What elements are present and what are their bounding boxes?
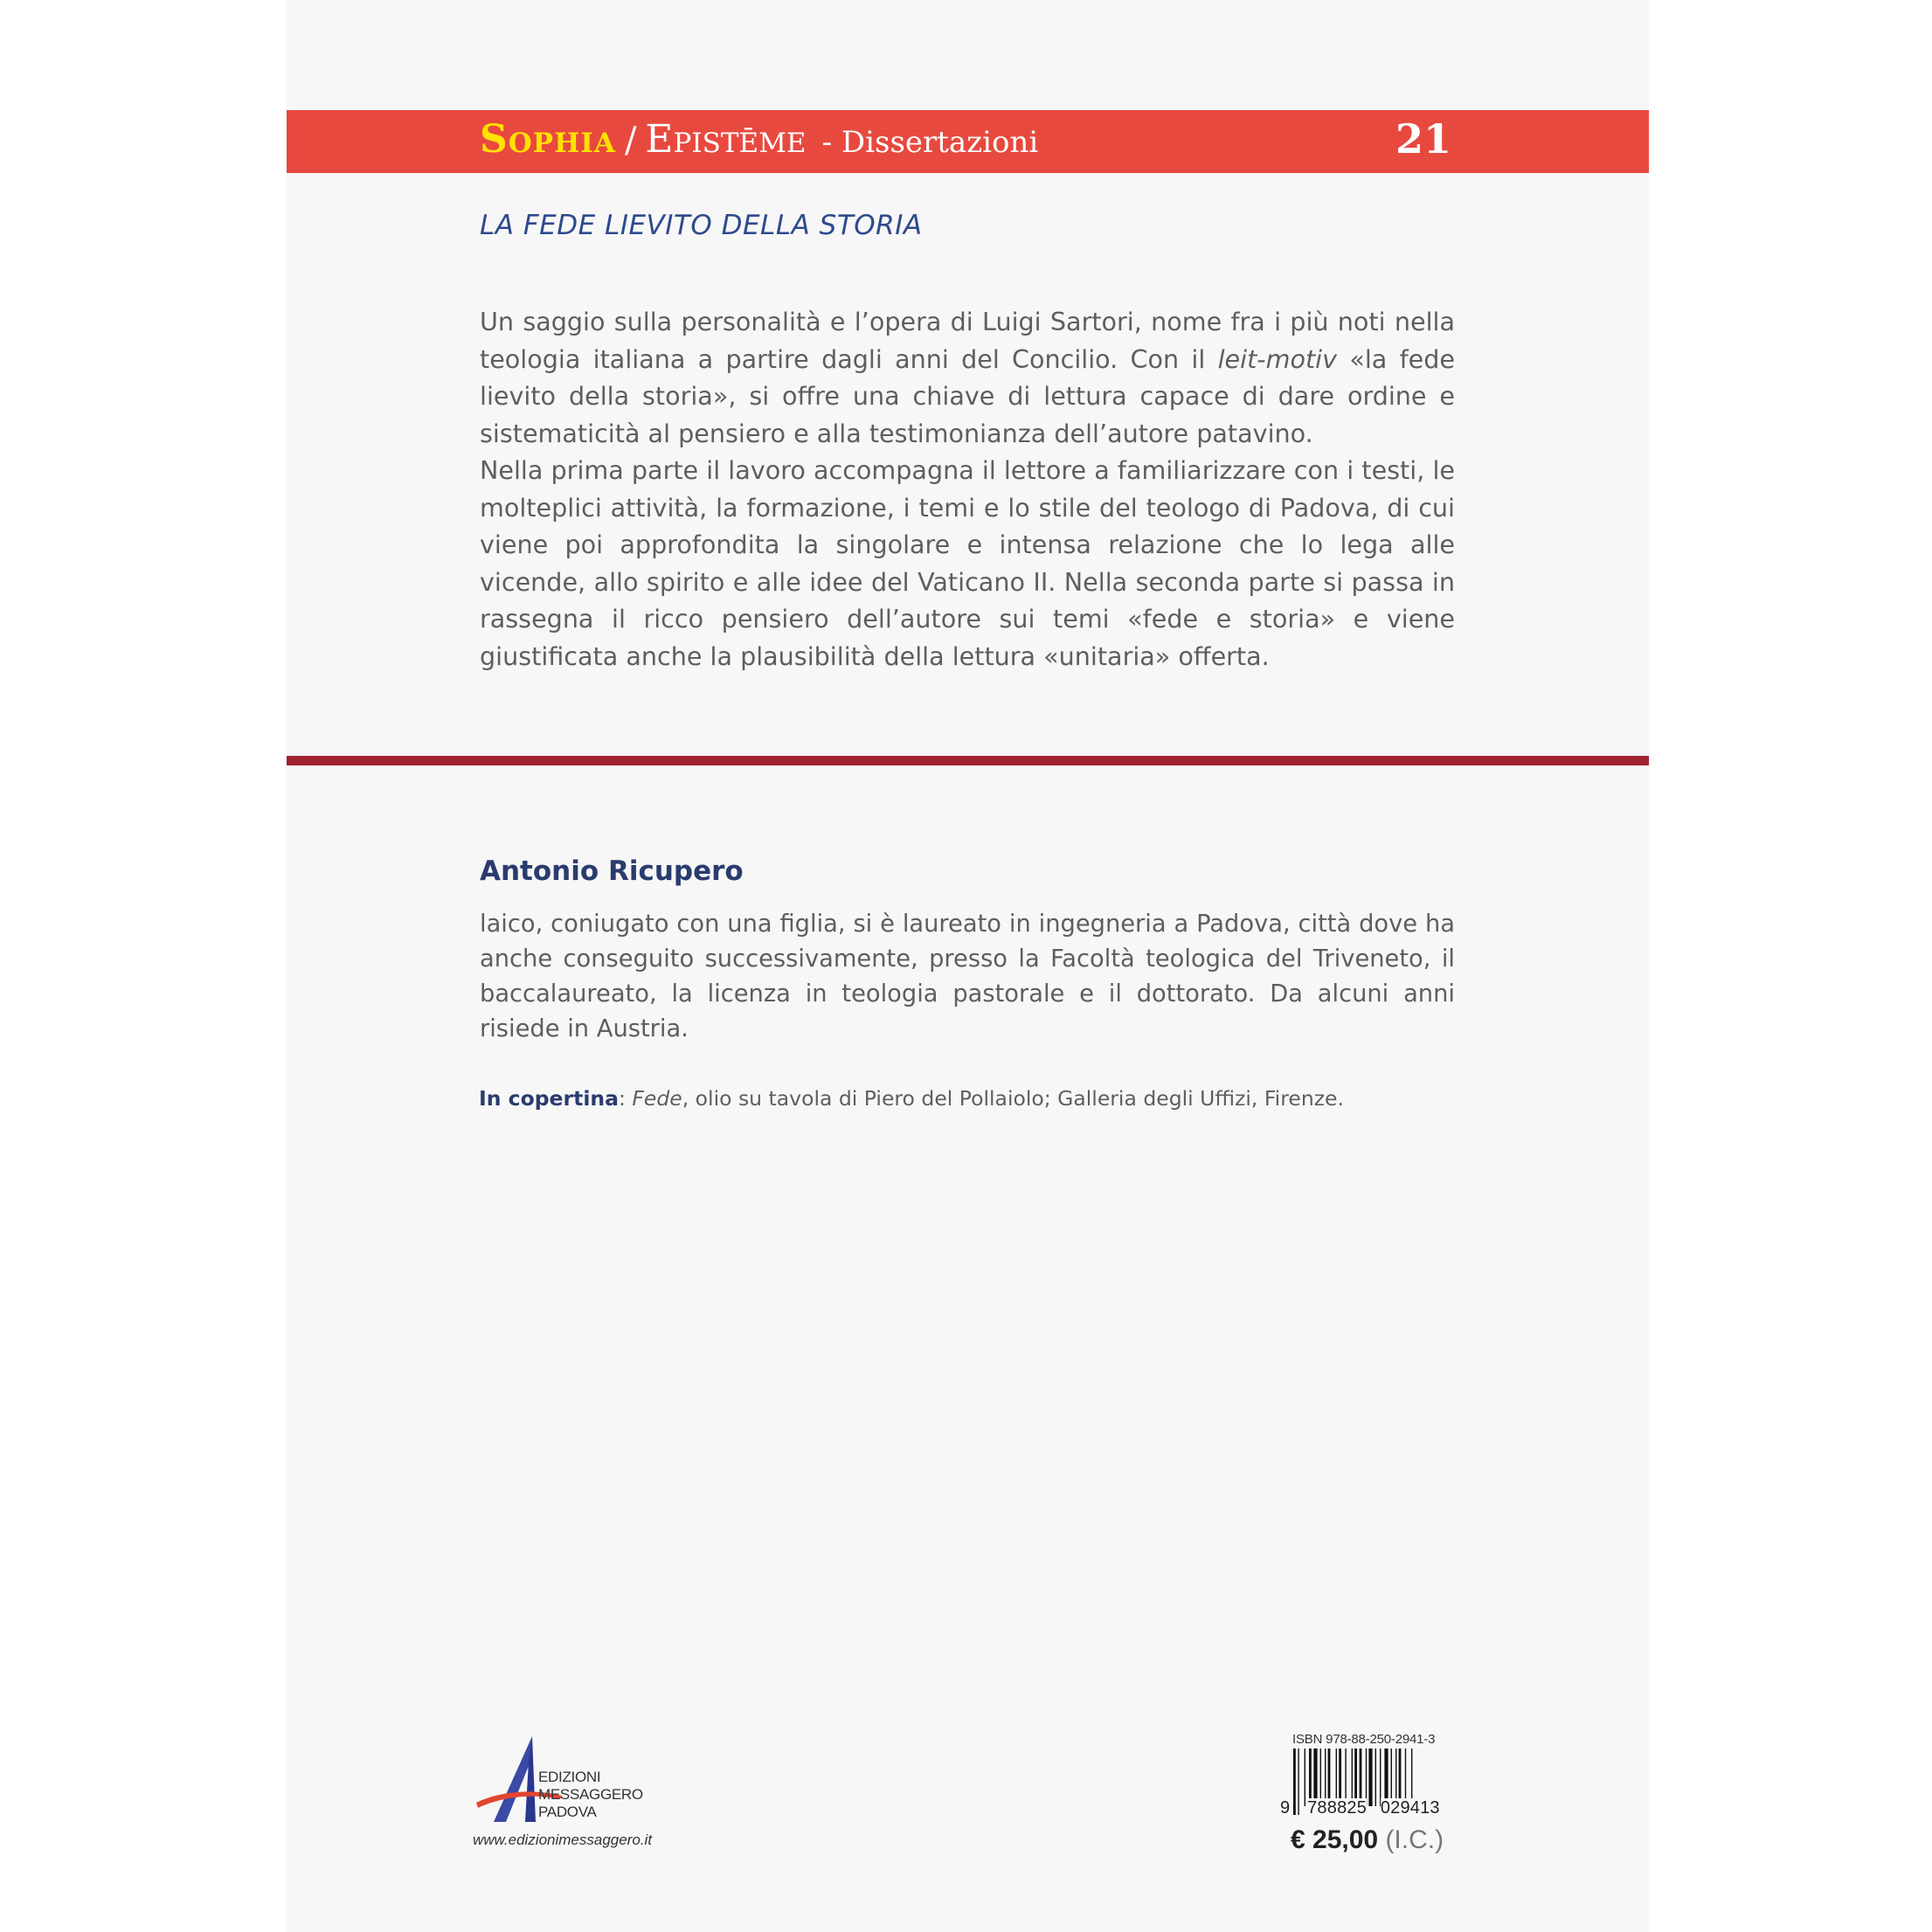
blurb-italic-term: leit-motiv <box>1217 343 1338 374</box>
series-slash: / <box>624 121 637 161</box>
isbn-number: ISBN 978-88-250-2941-3 <box>1292 1732 1436 1747</box>
price-suffix: (I.C.) <box>1385 1825 1444 1854</box>
barcode-digits <box>1280 1798 1451 1818</box>
publisher-url: www.edizionimessaggero.it <box>473 1832 653 1848</box>
cover-credit-work: Fede <box>632 1086 682 1111</box>
series-title <box>480 117 1038 166</box>
barcode-digits-right: 029413 <box>1380 1798 1440 1818</box>
publisher-line-2: MESSAGGERO <box>538 1786 643 1803</box>
book-back-cover <box>287 0 1649 1932</box>
barcode-digit-first: 9 <box>1280 1798 1291 1818</box>
book-title: LA FEDE LIEVITO DELLA STORIA <box>480 210 923 241</box>
series-band <box>287 110 1649 173</box>
series-episteme: Epistēme <box>645 117 807 162</box>
book-blurb <box>480 303 1455 675</box>
blurb-paragraph-2: Nella prima parte il lavoro accompagna il lettore a familiarizzare con i testi, le molteplici attività, la formazione, i temi e lo stile del teologo di Padova, di cui viene poi approfondita la singolare e intensa relazione che lo lega alle vicende, allo spirito e alle idee del Vaticano II. Nella seconda parte si passa in rassegna il ricco pensiero dell’autore sui temi «fede e storia» e viene giustificata anche la plausibilità della lettura «unitaria» offerta. <box>480 455 1455 671</box>
cover-credit-label: In copertina <box>479 1086 619 1111</box>
section-divider <box>287 756 1649 765</box>
publisher-line-3: PADOVA <box>538 1804 597 1820</box>
series-number: 21 <box>1395 115 1451 163</box>
author-name: Antonio Ricupero <box>480 855 744 887</box>
cover-credit-details: , olio su tavola di Piero del Pollaiolo; Galleria degli Uffizi, Firenze. <box>682 1086 1344 1111</box>
blurb-paragraph-1 <box>480 303 1455 452</box>
series-subtitle: - Dissertazioni <box>821 125 1039 160</box>
price-amount: € 25,00 <box>1291 1825 1379 1854</box>
cover-credit <box>479 1086 1344 1111</box>
barcode-digits-left: 788825 <box>1307 1798 1368 1818</box>
publisher-line-1: EDIZIONI <box>538 1769 601 1785</box>
cover-credit-separator: : <box>618 1086 633 1111</box>
series-sophia: Sophia <box>480 117 616 162</box>
publisher-name <box>538 1769 643 1821</box>
author-bio: laico, coniugato con una figlia, si è laureato in ingegneria a Padova, città dove ha anche conseguito successivamente, presso la Facoltà teologica del Triveneto, il baccalaureato, la licenza in teologia pastorale e il dottorato. Da alcuni anni risiede in Austria. <box>480 911 1455 1042</box>
blurb-text: Un saggio sulla personalità e l’opera di Luigi Sartori, nome fra i più noti nella teologia italiana a partire dagli anni del Concilio. Con il <box>480 307 1455 374</box>
blurb-text: «la fede lievito della storia», si offre una chiave di lettura capace di dare ordine e sistematicità al pensiero e alla testimonianza dell’autore patavino. <box>480 343 1455 448</box>
price <box>1291 1825 1444 1855</box>
